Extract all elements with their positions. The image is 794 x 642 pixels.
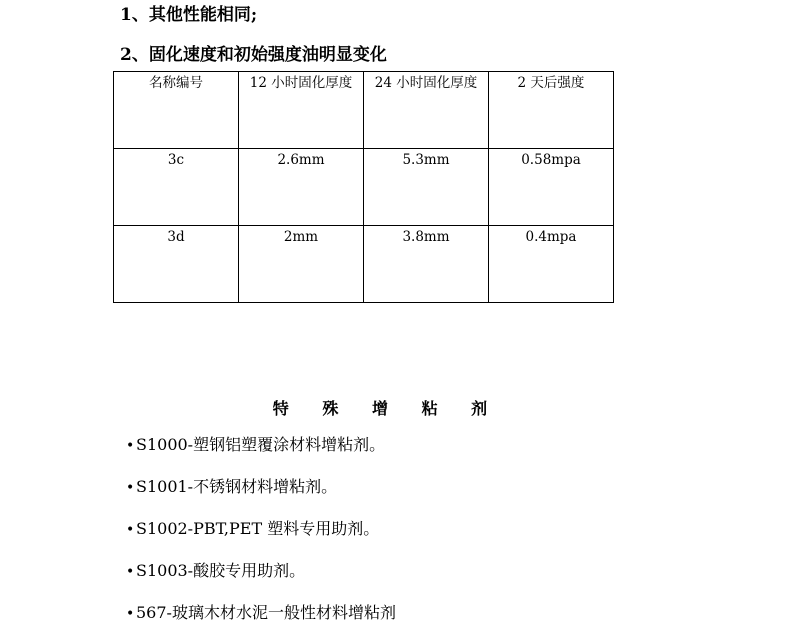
title-char: 特 [272,399,289,418]
bullet-icon: • [126,480,135,496]
title-char: 殊 [322,399,339,418]
list-item [126,474,396,516]
additive-list [126,432,396,642]
table-cell: 5.3mm [364,149,489,226]
table-cell: 3.8mm [364,226,489,303]
table-row [114,226,614,303]
title-char: 粘 [421,399,438,418]
table-row [114,149,614,226]
table-cell: 3c [114,149,239,226]
title-char: 剂 [471,399,488,418]
table-cell: 0.58mpa [489,149,614,226]
bullet-icon: • [126,564,135,580]
title-char: 增 [371,399,388,418]
header-cell-2d: 2 天后强度 [489,72,614,149]
list-item-text: S1000-塑钢铝塑覆涂材料增粘剂。 [136,435,386,454]
heading-other-properties: 1、其他性能相同; [120,5,258,25]
header-cell-12h: 12 小时固化厚度 [239,72,364,149]
list-item [126,516,396,558]
list-item [126,600,396,642]
table-cell: 0.4mpa [489,226,614,303]
table-header-row [114,72,614,149]
curing-comparison-table [113,71,614,303]
header-cell-name: 名称编号 [114,72,239,149]
table-cell: 2.6mm [239,149,364,226]
list-item-text: 567-玻璃木材水泥一般性材料增粘剂 [136,603,396,622]
table-cell: 2mm [239,226,364,303]
list-item [126,558,396,600]
special-additives-title [0,396,760,419]
bullet-icon: • [126,522,135,538]
list-item-text: S1002-PBT,PET 塑料专用助剂。 [136,519,380,538]
bullet-icon: • [126,438,135,454]
list-item [126,432,396,474]
header-cell-24h: 24 小时固化厚度 [364,72,489,149]
table-cell: 3d [114,226,239,303]
list-item-text: S1001-不锈钢材料增粘剂。 [136,477,338,496]
heading-curing-speed: 2、固化速度和初始强度油明显变化 [120,45,387,65]
bullet-icon: • [126,606,135,622]
list-item-text: S1003-酸胶专用助剂。 [136,561,306,580]
